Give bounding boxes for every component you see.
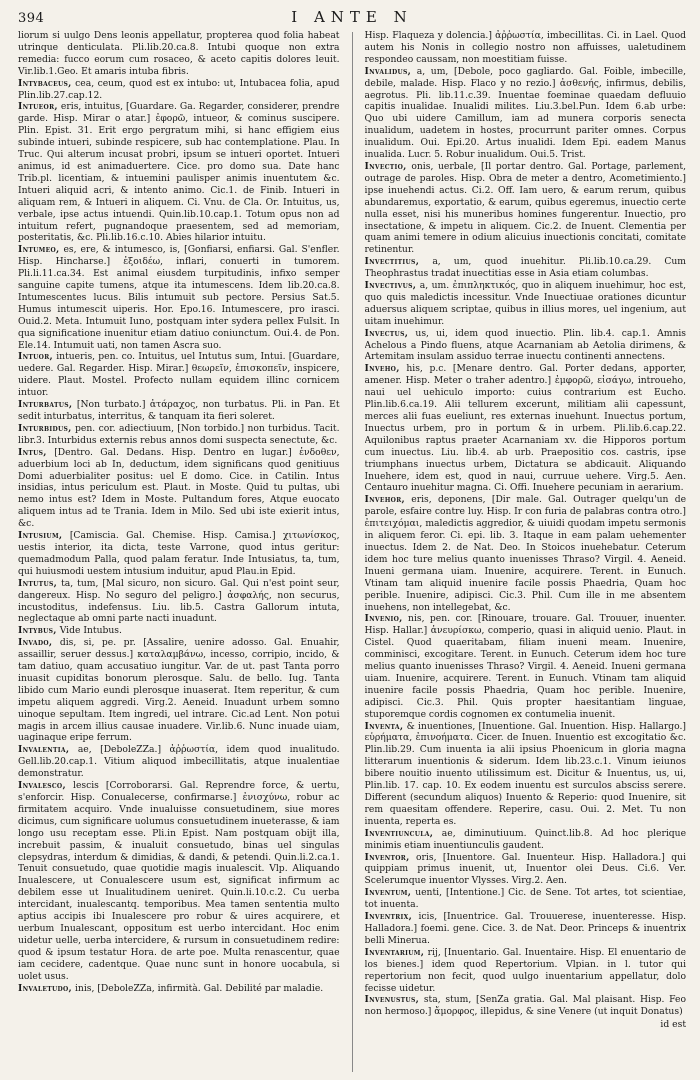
entry-headword: Invenustus, — [364, 994, 420, 1006]
dictionary-entry — [365, 887, 687, 911]
entry-headword: Intueor, — [18, 101, 58, 113]
entry-text: es, ere, & intumesco, is, [Gonfiarsi, enfiarsi. Gal. S'enfler. Hisp. Hincharse.] ἐξοιδέω, inflari, conuerti in tumorem. Pli.li.11.ca.34. Est animal eiusdem turpitudinis, infixo semper sanguine capite tumens, atque ita intumescens. Idem lib.20.ca.8. Intumescentes lucus. Bilis intumuit sub pectore. Persius Sat.5. Humus intumescit uiperis. Hor. Epo.16. Intumescere, pro irasci. Ouid.2. Meta. Intumuit Iuno, postquam inter sydera pellex Fulsit. In qua significatione inuenitur etiam datiuo coniunctum. Oui.4. de Pon. Ele.14. Intumuit uati, non tamen Ascra suo. — [18, 244, 340, 351]
entry-headword: Invalesco, — [18, 780, 66, 792]
entry-text: [Non turbato.] ἀτάραχος, non turbatus. Pli. in Pan. Et sedit inturbatus, interritus, & tanquam ita fieri soleret. — [18, 399, 340, 422]
dictionary-entry — [18, 637, 340, 744]
left-column — [18, 30, 340, 1080]
entry-headword: Invectitius, — [364, 256, 420, 268]
entry-text: his, p.c. [Menare dentro. Gal. Porter dedans, apporter, amener. Hisp. Meter o traher adentro.] ἐμφορῶ, εἰσάγω, introueho, naui uel uehiculo importo: cuius contrarium est Eucho. Plin.lib.6.ca.19. Alii tellurem excerunt, militiam alii capessunt, merces alii fuas eueliunt, res externas inuehunt. Inuectus portum, Inuectus urbem, pro in portum & in urbem. Pli.lib.6.cap.22. Aquilonibus raptus praeter Acarnaniam xv. die Hipporos portum cum inuectus. Liu. lib.4. ab urb. Praepositio cos. castris, ipse triumphans inuectus urbem, Dictatura se abdicauit. Aliquando Inuehere, idem est, quod in naui, curruue uehere. Virg.5. Aen. Centauro inuehitur magna. Ci. Offi. Inuehere pecuniam in aerarium. — [364, 363, 687, 494]
entry-text: liorum si uulgo Dens leonis appellatur, propterea quod folia habeat utrinque denticulata. Pli.lib.20.ca.8. Intubi quoque non extra remedia: fucco eorum cum rosaceo, & aceto capitis dolores leuit. Vir.lib.1.Geo. Et amaris intuba fibris. — [18, 30, 340, 77]
entry-text: eris, intuitus, [Guardare. Ga. Regarder, considerer, prendre garde. Hisp. Mirar o atar.] ἐφορῶ, intueor, & cominus suscipere. Plin. Epist. 31. Erit ergo pergratum mihi, si hanc effigiem eius subinde intueri, subinde respicere, sub hac contemplatione. Plau. In Truc. Qui alterum incusat probri, ipsum se intueri oportet. Intueri animus, id est animaduertere. Cice. pro domo sua. Date hanc Trib.pl. licentiam, & intuemini paulisper animis inuentutem &c. Intueri aliquid acri, & intento animo. Cic.1. de Finib. Intueri in aliquam rem, & Intueri in aliquem. Ci. Vnu. de Cla. Or. Intuitus, us, verbale, ipse actus intuendi. Quin.lib.10.cap.1. Totum opus non ad intuitum refert, pugnandoque praesentem, sed ad memoriam, posteritatis, &c. Pli.lib.16.c.10. Abies hilarior intuitu. — [18, 101, 340, 244]
entry-headword: Intusium, — [18, 530, 63, 542]
dictionary-entry — [18, 744, 340, 780]
entry-text: onis, uerbale, [Il portar dentro. Gal. Portage, parlement, outrage de paroles. Hisp. Obra de meter a dentro, Acometimiento.] ipse inuehendi actus. Ci.2. Off. Iam uero, & earum rerum, quibus abundaremus, exportatio, & earum, quibus egeremus, inuectio certe nulla esset, nisi his muneribus homines fungerentur. Inuectio, pro insectatione, & impetu in aliquem. Cic.2. de Inuent. Clementia per quam animi temere in odium alicuius inuectionis concitati, comitate retinentur. — [364, 160, 687, 256]
entry-headword: Intybus, — [18, 625, 57, 637]
dictionary-entry — [365, 721, 687, 828]
dictionary-entry — [365, 613, 687, 720]
dictionary-entry — [18, 30, 340, 78]
dictionary-entry — [18, 399, 340, 423]
entry-headword: Invaletudo, — [18, 982, 73, 994]
dictionary-entry — [18, 78, 340, 102]
catchword: id est — [660, 1019, 687, 1031]
entry-text: icis, [Inuentrice. Gal. Trouuerese, inuenteresse. Hisp. Halladora.] foemi. gene. Cice. 3. de Nat. Deor. Princeps & inuentrix belli Minerua. — [364, 911, 687, 946]
entry-headword: Invectus, — [364, 327, 409, 339]
entry-headword: Invectivus, — [364, 280, 417, 292]
dictionary-entry — [18, 578, 340, 626]
entry-headword: Inventiuncula, — [364, 827, 434, 839]
dictionary-entry — [365, 828, 687, 852]
dictionary-entry — [365, 911, 687, 947]
entry-text: ae, diminutiuum. Quinct.lib.8. Ad hoc plerique minimis etiam inuentiunculis gaudent. — [364, 827, 687, 851]
dictionary-entry — [18, 447, 340, 530]
entry-text: eris, deponens, [Dir male. Gal. Outrager quelqu'un de parole, esfaire contre luy. Hisp. Ir con furia de palabras contra otro.] ἐπιτειχόμαι, maledictis aggredior, & uiuidi quodam impetu sermonis in aliquem feror. Ci. epi. lib. 3. Itaque in eam palam uehementer inuectus. Idem 2. de Nat. Deo. In Stoicos inuehebatur. Ceterum idem hoc ture melius quanto inuenisses Thraso? Virgil. 4. Aeneid. Inueni germana uiam. Inuenire, acquirere. Terent. in Eunuch. Vtinam tam aliquid inuenire facile possis Phaedria, Quam hoc perible. Inuenire, adipisci. Cic.3. Phil. Cum ille in me absentem inuehens, non intellegebat, &c. — [364, 494, 687, 613]
entry-text: lescis [Corroborarsi. Gal. Reprendre force, & uertu, s'enforcir. Hisp. Conualecerse, confirmarse.] ἐνισχύνω, robur ac firmitatem acquiro. Vnde inualuisse consuetudinem, siue mores dicimus, cum significare uolumus consuetudinem inueterasse, & iam longo usu receptam esse. Pli.in Epist. Nam postquam obijt illa, increbuit passim, & inualuit consuetudo, binas uel singulas clepsydras, interdum & dimidias, & dandi, & petendi. Quin.li.2.ca.1. Tenuit consuetudo, quae quotidie magis inualescit. Vlp. Aliquando Inualescere, ut Conualescere usum est, significat infirmum ac debilem esse ut Inualitudinem ueniret. Quin.li.10.c.2. Cu uerba intercidant, inualescantq. temporibus. Mea tamen sententia multo aptius accipis ibi Inualescere pro robur & uires acquirere, et uerbum Inualescant, oppositum est uerbo intercidant. Hoc enim uidetur uelle, uerba intercidere, & rursum in consuetudinem redire: quod & ipsum testatur Hora. de arte poe. Multa renascentur, quae iam cecidere, cadentque. Quae nunc sunt in honore uocabula, si uolet usus. — [18, 780, 340, 982]
dictionary-entry — [18, 530, 340, 578]
dictionary-entry — [18, 423, 340, 447]
dictionary-entry — [365, 280, 687, 328]
two-column-body — [18, 30, 686, 1080]
entry-text: & inuentiones, [Inuentione. Gal. Inuention. Hisp. Hallargo.] εὑρήματα, ἐπινοήματα. Cicer. de Inuen. Inuentio est excogitatio &c. Plin.lib.29. Cum inuenta ia alii ipsius Phoenicum in gloria magna litterarum inuentionis & siderum. Idem lib.23.c.1. Vinum ieiunos bibere nouitio inuento utilissimum est. Dicitur & Inuentus, us, ui, Plin.lib. 17. cap. 10. Ex eodem inuentu est surculos absciss serere. Different (secundum aliquos) Inuento & Reperio: quod Inuenire, sit rem quaesitam offendere. Reperire, casu. Oui. 2. Met. Tu non inuenta, reperta es. — [364, 720, 687, 827]
page-header — [18, 8, 686, 28]
entry-headword: Intutus, — [18, 577, 58, 589]
entry-text: inis, [DeboleZZa, infirmità. Gal. Debilité par maladie. — [74, 982, 324, 994]
dictionary-entry — [18, 625, 340, 637]
entry-headword: Intuor, — [18, 351, 53, 363]
dictionary-entry — [18, 244, 340, 351]
entry-headword: Invehor, — [364, 494, 405, 506]
entry-text: sta, stum, [SenZa gratia. Gal. Mal plaisant. Hisp. Feo non hermoso.] ἄμορφος, illepidus, & sine Venere (ut inquit Donatus) — [364, 994, 687, 1018]
entry-text: us, ui, idem quod inuectio. Plin. lib.4. cap.1. Amnis Achelous a Pindo fluens, atque Acarnaniam ab Aetolia dirimens, & Artemitam insulam assiduo terrae inuectu continenti annectens. — [364, 327, 687, 363]
entry-text: rij, [Inuentario. Gal. Inuentaire. Hisp. El enuentario de los bienes.] idem quod Repertorium. Vlpian. in l. tutor qui repertorium non fecit, quod uulgo inuentarium appellatur, dolo fecisse uidetur. — [364, 946, 687, 994]
entry-text: [Camiscia. Gal. Chemise. Hisp. Camisa.] χιτωνίσκος, uestis interior, ita dicta, teste Varrone, quod intus geritur: quemadmodum Palla, quod palam feratur. Inde Intusiatus, ta, tum, qui huiusmodi uestem intusium induitur, apud Plau.in Epid. — [18, 530, 340, 577]
entry-text: [Dentro. Gal. Dedans. Hisp. Dentro en lugar.] ἐνδοθεν, aduerbium loci ab In, deductum, idem significans quod genitiuus Domi aduerbialiter positus: uel E domo. Cice. in Catilin. Intus insidias, intus periculum est. Plaut. in Moste. Quid tu pultas, ubi nemo intus est? Idem in Moste. Pultandum fores, Atque euocato aliquem intus ad te Trania. Idem in Milo. Sed ubi iste exierit intus, &c. — [18, 446, 340, 530]
entry-text: dis, si, pe. pr. [Assalire, uenire adosso. Gal. Enuahir, assaillir, seruer dessus.] καταλαμβάνω, incesso, corripio, incido, & tam datiuo, quam accusatiuo iungitur. Var. de ut. past Tanta porro inuasit cupiditas bonorum plerosque. Salu. de bello. Iug. Tanta libido cum Mario eundi plerosque inuaserat. Item reperitur, & cum impetu aliquem aggredi. Virg.2. Aeneid. Inuadunt urbem somno uinoque sepultam. Item ingredi, uel intrare. Cic.ad Lent. Non potui magis in arcem illius causae inuadere. Vir.lib.6. Nunc inuade uiam, uaginaque eripe ferrum. — [18, 637, 340, 744]
dictionary-entry — [18, 351, 340, 399]
dictionary-entry — [365, 994, 687, 1018]
column-divider — [352, 32, 353, 1072]
entry-text: Vide Intubus. — [59, 625, 122, 637]
entry-headword: Intybaceus, — [18, 77, 72, 89]
entry-headword: Inventa, — [364, 720, 404, 732]
entry-text: ta, tum, [Mal sicuro, non sicuro. Gal. Qui n'est point seur, dangereux. Hisp. No seguro del peligro.] ἀσφαλής, non securus, incustoditus, indefensus. Liu. lib.5. Castra Gallorum intuta, neglectaque ab omni parte nacti inuadunt. — [18, 577, 340, 625]
entry-headword: Invalidus, — [364, 65, 412, 77]
dictionary-entry — [365, 852, 687, 888]
entry-text: nis, pen. cor. [Rinouare, trouare. Gal. Trouuer, inuenter. Hisp. Hallar.] ἀνευρίσκω, comperio, quasi in aliquid uenio. Plaut. in Cistel. Quod quaeritabam, filiam inueni meam. Inuenire, comminisci, excogitare. Terent. in Eunuch. Ceterum idem hoc ture melius quanto inuenisses Thraso? Virgil. 4. Aeneid. Inueni germana uiam. Inuenire, acquirere. Terent. in Eunuch. Vtinam tam aliquid inuenire facile possis Phaedria, Quam hoc perible. Inuenire, adipisci. Cic.3. Phil. Quis propter haesitantiam linguae, stuporemque cordis cognomen ex contumelia inuenit. — [364, 613, 687, 720]
dictionary-entry — [18, 780, 340, 982]
dictionary-entry — [365, 30, 687, 66]
entry-headword: Inventor, — [364, 851, 410, 863]
entry-headword: Invenio, — [364, 613, 403, 625]
right-column — [365, 30, 687, 1080]
entry-text: pen. cor. adiectiuum, [Non torbido.] non turbidus. Tacit. libr.3. Inturbidus externis rebus annos domi suspecta senectute, &c. — [18, 422, 340, 446]
dictionary-entry — [365, 363, 687, 494]
entry-headword: Inventarium, — [364, 946, 425, 958]
entry-text: Hisp. Flaqueza y dolencia.] ἀῤῥωστία, imbecillitas. Ci. in Lael. Quod autem his Nonis in collegio nostro non affuisses, ualetudinem respondeo caussam, non moestitiam fuisse. — [364, 30, 687, 65]
dictionary-entry — [365, 328, 687, 364]
entry-headword: Inveho, — [364, 363, 400, 375]
entry-headword: Inturbidus, — [18, 422, 72, 434]
entry-headword: Inventrix, — [364, 911, 413, 923]
dictionary-entry — [365, 256, 687, 280]
entry-text: a, um. ἐπιπληκτικός, quo in aliquem inuehimur, hoc est, quo quis maledictis incessitur. Vnde Inuectiuae orationes dicuntur aduersus aliquem scriptae, quibus in illius mores, uel ingenium, aut uitam inuehimur. — [364, 280, 687, 327]
entry-text: ae, [DeboleZZa.] ἀῤῥωστία, idem quod inualitudo. Gell.lib.20.cap.1. Vitium aliquod imbecillitatis, atque inualentiae demonstratur. — [18, 744, 340, 780]
dictionary-entry — [365, 494, 687, 613]
dictionary-entry — [365, 66, 687, 161]
entry-text: a, um, quod inuehitur. Pli.lib.10.ca.29. Cum Theophrastus tradat inuectitias esse in Asia etiam columbas. — [364, 256, 687, 280]
dictionary-entry — [365, 947, 687, 995]
page-number: 394 — [18, 11, 45, 26]
entry-headword: Inventum, — [364, 887, 412, 899]
entry-headword: Intus, — [18, 446, 47, 458]
entry-text: oris, [Inuentore. Gal. Inuenteur. Hisp. Halladora.] qui quippiam primus inuenit, ut, Inuentor olei Deus. Ci.6. Ver. Scelerumque inuentor Vlysses. Virg.2. Aen. — [364, 851, 687, 887]
dictionary-entry — [18, 983, 340, 995]
entry-headword: Invectio, — [364, 160, 407, 172]
entry-headword: Intumeo, — [18, 244, 60, 256]
entry-text: intueris, pen. co. Intuitus, uel Intutus sum, Intui. [Guardare, uedere. Gal. Regarder. Hisp. Mirar.] θεωρεῖν, ἐπισκοπεῖν, inspicere, uidere. Plaut. Mostel. Profecto nullam equidem illinc cornicem intuor. — [18, 351, 340, 399]
dictionary-entry — [365, 161, 687, 256]
entry-headword: Invado, — [18, 637, 53, 649]
dictionary-entry — [18, 101, 340, 244]
running-title: I ANTE N — [291, 8, 413, 26]
entry-headword: Invalentia, — [18, 744, 70, 756]
entry-headword: Inturbatus, — [18, 399, 73, 411]
entry-text: uenti, [Intentione.] Cic. de Sene. Tot artes, tot scientiae, tot inuenta. — [364, 887, 687, 911]
entry-text: a, um, [Debole, poco gagliardo. Gal. Foible, imbecille, debile, malade. Hisp. Flaco y no rezio.] ἀσθενής, infirmus, debilis, aegrotus. Pli. lib.11.c.39. Inuentae foeminae quaedam defluuio capitis inualidae. Inualidi milites. Liu.3.bel.Pun. Idem 6.ab urbe: Quo ubi uidere Camillum, iam ad munera corporis senecta inualidum, uadetem in hostes, procurrunt pariter omnes. Corpus inualidum. Oui. Epi.20. Artus inualidi. Idem Epi. eadem Manus inualida. Lucr. 5. Robur inualidum. Oui.5. Trist. — [364, 65, 687, 161]
entry-text: cea, ceum, quod est ex intubo: ut, Intubacea folia, apud Plin.lib.27.cap.12. — [18, 77, 340, 101]
